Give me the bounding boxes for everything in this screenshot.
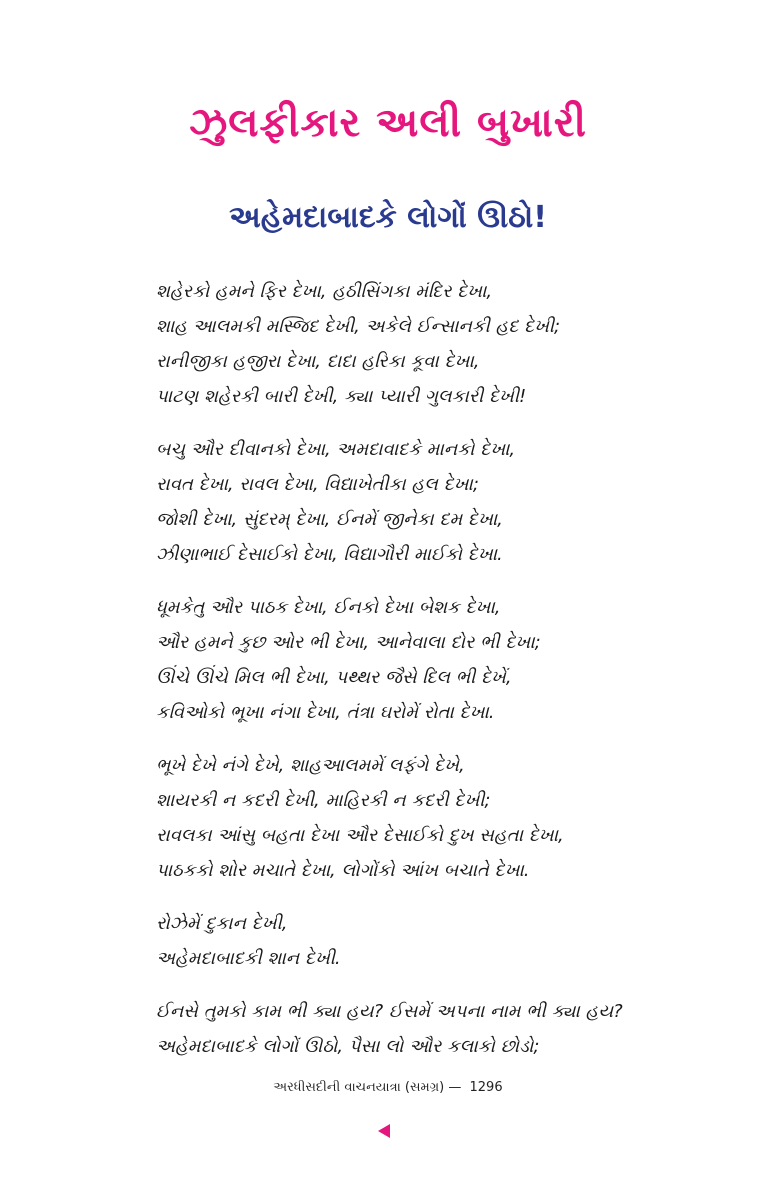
poem-line: પાટણ શહેરકી બારી દેખી, ક્યા પ્યારી ગુલકારી દેખી! (156, 386, 527, 407)
stanza (156, 274, 656, 414)
poem-line: ધૂમકેતુ ઔર પાઠક દેખા, ઈનકો દેખા બેશક દેખા, (156, 597, 501, 618)
stanza (156, 994, 656, 1064)
stanza (156, 432, 656, 572)
triangle-left-icon[interactable] (378, 1124, 390, 1138)
page-number: 1296 (469, 1080, 503, 1095)
author-name: ઝુલફીકાર અલી બુખારી (189, 100, 587, 146)
poem-body (156, 274, 656, 1082)
poem-line: શાહ આલમકી મસ્જિદ દેખી, અકેલે ઈન્સાનકી હદ દેખી; (156, 316, 561, 337)
poem-line: રાનીજીકા હજીરા દેખા, દાદા હરિકા કૂવા દેખા, (156, 351, 480, 372)
stanza (156, 906, 656, 976)
poem-line: ઈનસે તુમકો કામ ભી ક્યા હય? ઈસમેં અપના નામ ભી ક્યા હય? (156, 1001, 623, 1022)
poem-line: બચુ ઔર દીવાનકો દેખા, અમદાવાદકે માનકો દેખા, (156, 439, 516, 460)
poem-line: અહેમદાબાદકે લોગોં ઊઠો, પૈસા લો ઔર કલાકો છોડો; (156, 1036, 540, 1057)
poem-line: શહેરકો હમને ફિર દેખા, હઠીસિંગકા મંદિર દેખા, (156, 281, 493, 302)
poem-line: ઝીણાભાઈ દેસાઈકો દેખા, વિદ્યાગૌરી માઈકો દેખા. (156, 544, 503, 565)
page-footer (0, 1080, 776, 1095)
poem-line: જોશી દેખા, સુંદરમ્ દેખા, ઈનમેં જીનેકા દમ દેખા, (156, 509, 503, 530)
poem-line: શાયરકી ન કદરી દેખી, માહિરકી ન કદરી દેખી; (156, 790, 491, 811)
poem-line: કવિઓકો ભૂખા નંગા દેખા, તંત્રા ઘરોમેં રોતા દેખા. (156, 702, 495, 723)
poem-line: પાઠકકો શોર મચાતે દેખા, લોગોંકો આંખ બચાતે દેખા. (156, 860, 530, 881)
poem-line: રોઝેમેં દુકાન દેખી, (156, 913, 288, 934)
poem-line: ઊંચે ઊંચે મિલ ભી દેખા, પથ્થર જૈસે દિલ ભી દેખેં, (156, 667, 512, 688)
poem-title: અહેમદાબાદકે લોગોં ઊઠો! (229, 200, 547, 235)
stanza (156, 590, 656, 730)
poem-line: ઔર હમને કુછ ઓર ભી દેખા, આનેવાલા દોર ભી દેખા; (156, 632, 541, 653)
poem-line: રાવત દેખા, રાવલ દેખા, વિદ્યાખેતીકા હલ દેખા; (156, 474, 479, 495)
book-title: અરધીસદીની વાચનયાત્રા (સમગ્ર) — (273, 1080, 462, 1095)
poem-line: અહેમદાબાદકી શાન દેખી. (156, 948, 341, 969)
poem-line: રાવલકા આંસુ બહતા દેખા ઔર દેસાઈકો દુખ સહતા દેખા, (156, 825, 564, 846)
stanza (156, 748, 656, 888)
poem-line: ભૂખે દેખે નંગે દેખે, શાહઆલમમેં લફંગે દેખે, (156, 755, 465, 776)
